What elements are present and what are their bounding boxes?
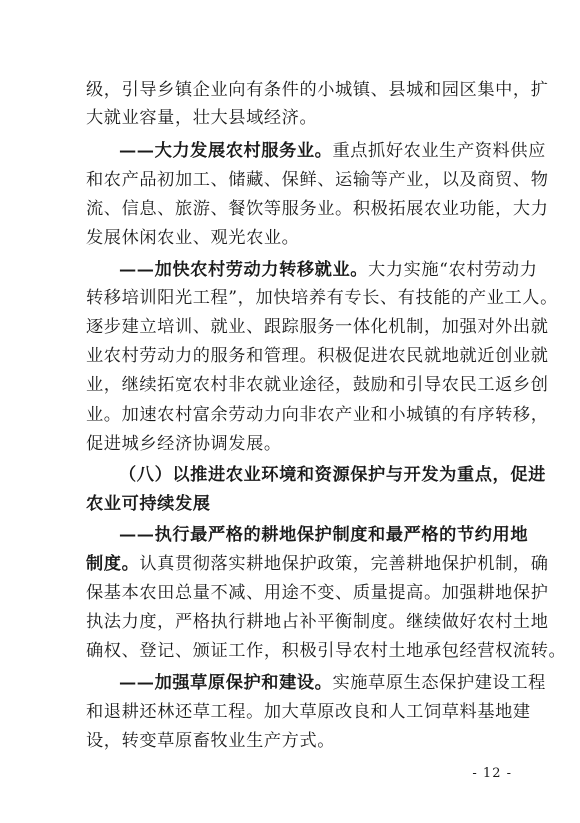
paragraph-3-line-6: 业。加速农村富余劳动力向非农产业和小城镇的有序转移，	[86, 405, 549, 425]
page-number: - 12 -	[472, 766, 512, 781]
paragraph-5-line-1-text: 实施草原生态保护建设工程	[332, 673, 546, 693]
paragraph-4-line-2-text: 认真贯彻落实耕地保护政策，完善耕地保护机制，确	[139, 554, 549, 574]
paragraph-2-line-2: 和农产品初加工、储藏、保鲜、运输等产业，以及商贸、物	[86, 170, 549, 190]
paragraph-5-line-3: 设，转变草原畜牧业生产方式。	[86, 731, 336, 751]
paragraph-2-line-1	[119, 139, 546, 163]
paragraph-2-heading: ——大力发展农村服务业。	[119, 141, 333, 161]
paragraph-5-line-1	[119, 671, 546, 695]
section-8-title-line-1: （八）以推进农业环境和资源保护与开发为重点，促进	[119, 465, 546, 485]
paragraph-3-line-1	[119, 258, 538, 282]
paragraph-3-line-4: 业农村劳动力的服务和管理。积极促进农民就地就近创业就	[86, 346, 549, 366]
paragraph-4-line-2	[86, 552, 549, 576]
paragraph-1-line-1: 级，引导乡镇企业向有条件的小城镇、县城和园区集中，扩	[86, 80, 549, 100]
paragraph-1-line-2: 大就业容量，壮大县域经济。	[86, 108, 318, 128]
paragraph-4-line-5: 确权、登记、颁证工作，积极引导农村土地承包经营权流转。	[86, 641, 567, 661]
paragraph-4-heading-line-1: ——执行最严格的耕地保护制度和最严格的节约用地	[119, 525, 529, 545]
paragraph-5-heading: ——加强草原保护和建设。	[119, 673, 333, 693]
paragraph-4-line-4: 执法力度，严格执行耕地占补平衡制度。继续做好农村土地	[86, 612, 549, 632]
paragraph-3-line-1-text: 大力实施“农村劳动力	[368, 260, 538, 280]
paragraph-3-line-5: 业，继续拓宽农村非农就业途径，鼓励和引导农民工返乡创	[86, 375, 549, 395]
paragraph-3-heading: ——加快农村劳动力转移就业。	[119, 260, 369, 280]
paragraph-5-line-2: 和退耕还林还草工程。加大草原改良和人工饲草料基地建	[86, 702, 531, 722]
paragraph-2-line-3: 流、信息、旅游、餐饮等服务业。积极拓展农业功能，大力	[86, 199, 549, 219]
paragraph-2-line-4: 发展休闲农业、观光农业。	[86, 228, 300, 248]
paragraph-4-heading-line-2: 制度。	[86, 554, 140, 574]
paragraph-4-line-3: 保基本农田总量不减、用途不变、质量提高。加强耕地保护	[86, 583, 549, 603]
paragraph-2-line-1-text: 重点抓好农业生产资料供应	[332, 141, 546, 161]
paragraph-3-line-7: 促进城乡经济协调发展。	[86, 434, 282, 454]
section-8-title-line-2: 农业可持续发展	[86, 494, 211, 514]
paragraph-3-line-2: 转移培训阳光工程”，加快培养有专长、有技能的产业工人。	[86, 288, 558, 308]
paragraph-3-line-3: 逐步建立培训、就业、跟踪服务一体化机制，加强对外出就	[86, 317, 549, 337]
